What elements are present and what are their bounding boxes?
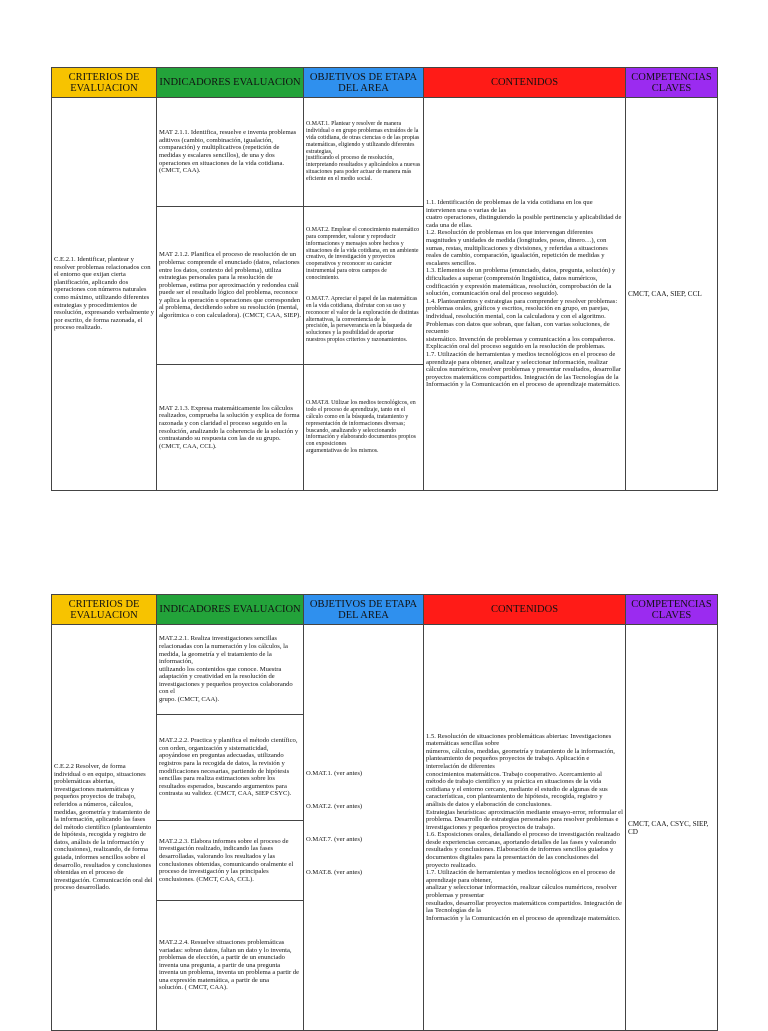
curriculum-table-2 (51, 594, 718, 1031)
objetivo-cell: O.MAT.1. Plantear y resolver de manera individual o en grupo problemas extraídos de la vida cotidiana, de otras ciencias o de las propias matemáticas, eligiendo y utilizando diferentes estrategias, justificando el proceso de resolución, interpretando resultados y aplicándolos a nuevas situaciones para poder actuar de manera más eficiente en el medio social. (304, 98, 424, 207)
criterio-cell: C.E.2.2 Resolver, de forma individual o en equipo, situaciones problemáticas abiertas, investigaciones matemáticas y pequeños proyectos de trabajo, referidos a números, cálculos, medidas, geometría y tratamiento de la información, aplicando las fases del método científico (planteamiento de hipótesis, recogida y registro de datos, análisis de la información y conclusiones), realizando, de forma guiada, informes sencillos sobre el desarrollo, resultados y conclusiones obtenidas en el proceso de investigación. Comunicación oral del proceso desarrollado. (52, 625, 157, 1031)
header-objetivos: OBJETIVOS DE ETAPA DEL AREA (304, 68, 424, 98)
objetivo-ref: O.MAT.7. (ver antes) (306, 836, 363, 844)
competencias-cell: CMCT, CAA, CSYC, SIEP, CD (626, 625, 718, 1031)
header-row (52, 68, 718, 98)
header-objetivos: OBJETIVOS DE ETAPA DEL AREA (304, 595, 424, 625)
contenidos-cell: 1.1. Identificación de problemas de la vida cotidiana en los que intervienen una o varias de las cuatro operaciones, distinguiendo la posible pertinencia y aplicabilidad de cada una de ellas. 1.2. Resolución de problemas en los que intervengan diferentes magnitudes y unidades de medida (longitudes, pesos, dinero…), con sumas, restas, multiplicaciones y divisiones, y referidas a situaciones reales de cambio, comparación, igualación, repetición de medidas y escalares sencillos. 1.3. Elementos de un problema (enunciado, datos, pregunta, solución) y dificultades a superar (comprensión lingüística, datos numéricos, codificación y expresión matemáticas, resolución, comprobación de la solución, comunicación oral del proceso seguido). 1.4. Planteamientos y estrategias para comprender y resolver problemas: problemas orales, gráficos y escritos, resolución en grupo, en parejas, individual, resolución mental, con la calculadora y con el algoritmo. Problemas con datos que sobran, que faltan, con varias soluciones, de recuento sistemático. Invención de problemas y comunicación a los compañeros. Explicación oral del proceso seguido en la resolución de problemas. 1.7. Utilización de herramientas y medios tecnológicos en el proceso de aprendizaje para obtener, analizar y seleccionar información, realizar cálculos numéricos, resolver problemas y presentar resultados, desarrollar proyectos matemáticos compartidos. Integración de las Tecnologías de la Información y la Comunicación en el proceso de aprendizaje matemático. (424, 98, 626, 491)
indicador-cell: MAT.2.2.3. Elabora informes sobre el proceso de investigación realizado, indicando las fases desarrolladas, valorando los resultados y las conclusiones obtenidas, comunicando oralmente el proceso de investigación y las principales conclusiones. (CMCT, CAA, CCL). (157, 821, 304, 901)
header-row (52, 595, 718, 625)
objetivo-cell (304, 625, 424, 1031)
indicador-cell: MAT.2.2.2. Practica y planifica el método científico, con orden, organización y sistematicidad, apoyándose en preguntas adecuadas, utilizando registros para la recogida de datos, la revisión y modificaciones necesarias, partiendo de hipótesis sencillas para realiza estimaciones sobre los resultados esperados, buscando argumentos para contrasta su validez. (CMCT, CAA, SIEP CSYC). (157, 715, 304, 821)
header-contenidos: CONTENIDOS (424, 68, 626, 98)
contenidos-cell: 1.5. Resolución de situaciones problemáticas abiertas: Investigaciones matemáticas sencillas sobre números, cálculos, medidas, geometría y tratamiento de la información, planteamiento de pequeños proyectos de trabajo. Aplicación e interrelación de diferentes conocimientos matemáticos. Trabajo cooperativo. Acercamiento al método de trabajo científico y su práctica en situaciones de la vida cotidiana y el entorno cercano, mediante el estudio de algunas de sus características, con planteamiento de hipótesis, recogida, registro y análisis de datos y elaboración de conclusiones. Estrategias heurísticas: aproximación mediante ensayo-error, reformular el problema. Desarrollo de estrategias personales para resolver problemas e investigaciones y pequeños proyectos de trabajo. 1.6. Exposiciones orales, detallando el proceso de investigación realizado desde experiencias cercanas, aportando detalles de las fases y valorando resultados y conclusiones. Elaboración de informes sencillos guiados y documentos digitales para la presentación de las conclusiones del proyecto realizado. 1.7. Utilización de herramientas y medios tecnológicos en el proceso de aprendizaje para obtener, analizar y seleccionar información, realizar cálculos numéricos, resolver problemas y presentar resultados, desarrollar proyectos matemáticos compartidos. Integración de las Tecnologías de la Información y la Comunicación en el proceso de aprendizaje matemático. (424, 625, 626, 1031)
header-competencias: COMPETENCIAS CLAVES (626, 68, 718, 98)
objetivo-cell (304, 207, 424, 365)
table-row (52, 98, 718, 207)
indicador-cell: MAT.2.2.4. Resuelve situaciones problemáticas variadas: sobran datos, faltan un dato y lo inventa, problemas de elección, a partir de un enunciado inventa una pregunta, a partir de una pregunta inventa un problema, inventa un problema a partir de una expresión matemática, a partir de una solución. ( CMCT, CAA). (157, 901, 304, 1031)
header-competencias: COMPETENCIAS CLAVES (626, 595, 718, 625)
objetivo-ref: O.MAT.2. (ver antes) (306, 803, 363, 811)
objetivo-cell: O.MAT.8. Utilizar los medios tecnológicos, en todo el proceso de aprendizaje, tanto en el cálculo como en la búsqueda, tratamiento y representación de informaciones diversas; buscando, analizando y seleccionando información y elaborando documentos propios con exposiciones argumentativas de los mismos. (304, 365, 424, 491)
indicador-cell: MAT 2.1.2. Planifica el proceso de resolución de un problema: comprende el enunciado (datos, relaciones entre los datos, contexto del problema), utiliza estrategias personales para la resolución de problemas, estima por aproximación y redondea cuál puede ser el resultado lógico del problema, reconoce y aplica la operación u operaciones que corresponden al problema, decidiendo sobre su resolución (mental, algorítmica o con calculadora). (CMCT, CAA, SIEP). (157, 207, 304, 365)
header-indicadores: INDICADORES EVALUACION (157, 595, 304, 625)
objetivo-text: O.MAT.7. Apreciar el papel de las matemáticas en la vida cotidiana, disfrutar con su uso y reconocer el valor de la exploración de distintas alternativas, la conveniencia de la precisión, la perseverancia en la búsqueda de soluciones y la posibilidad de aportar nuestros propios criterios y razonamientos. (306, 296, 419, 344)
criterio-cell: C.E.2.1. Identificar, plantear y resolver problemas relacionados con el entorno que exijan cierta planificación, aplicando dos operaciones con números naturales como máximo, utilizando diferentes estrategias y procedimientos de resolución, expresando verbalmente y por escrito, de forma razonada, el proceso realizado. (52, 98, 157, 491)
indicador-cell: MAT 2.1.3. Expresa matemáticamente los cálculos realizados, comprueba la solución y explica de forma razonada y con claridad el proceso seguido en la resolución, analizando la coherencia de la solución y contrastando su respuesta con las de su grupo. (CMCT, CAA, CCL). (157, 365, 304, 491)
competencias-cell: CMCT, CAA, SIEP, CCL (626, 98, 718, 491)
table-row (52, 625, 718, 715)
indicador-cell: MAT.2.2.1. Realiza investigaciones sencillas relacionadas con la numeración y los cálculos, la medida, la geometría y el tratamiento de la información, utilizando los contenidos que conoce. Muestra adaptación y creatividad en la resolución de investigaciones y pequeños proyectos colaborando con el grupo. (CMCT, CAA). (157, 625, 304, 715)
indicador-cell: MAT 2.1.1. Identifica, resuelve e inventa problemas aditivos (cambio, combinación, igualación, comparación) y multiplicativos (repetición de medidas y escalares sencillos), de una y dos operaciones en situaciones de la vida cotidiana. (CMCT, CAA). (157, 98, 304, 207)
header-indicadores: INDICADORES EVALUACION (157, 68, 304, 98)
header-contenidos: CONTENIDOS (424, 595, 626, 625)
header-criterios: CRITERIOS DE EVALUACION (52, 595, 157, 625)
objetivo-ref: O.MAT.1. (ver antes) (306, 769, 363, 777)
objetivo-text: O.MAT.2. Emplear el conocimiento matemático para comprender, valorar y reproducir informaciones y mensajes sobre hechos y situaciones de la vida cotidiana, en un ambiente creativo, de investigación y proyectos cooperativos y reconocer su carácter instrumental para otros campos de conocimiento. (306, 227, 420, 281)
curriculum-table-1 (51, 67, 718, 491)
header-criterios: CRITERIOS DE EVALUACION (52, 68, 157, 98)
objetivo-ref: O.MAT.8. (ver antes) (306, 869, 363, 877)
